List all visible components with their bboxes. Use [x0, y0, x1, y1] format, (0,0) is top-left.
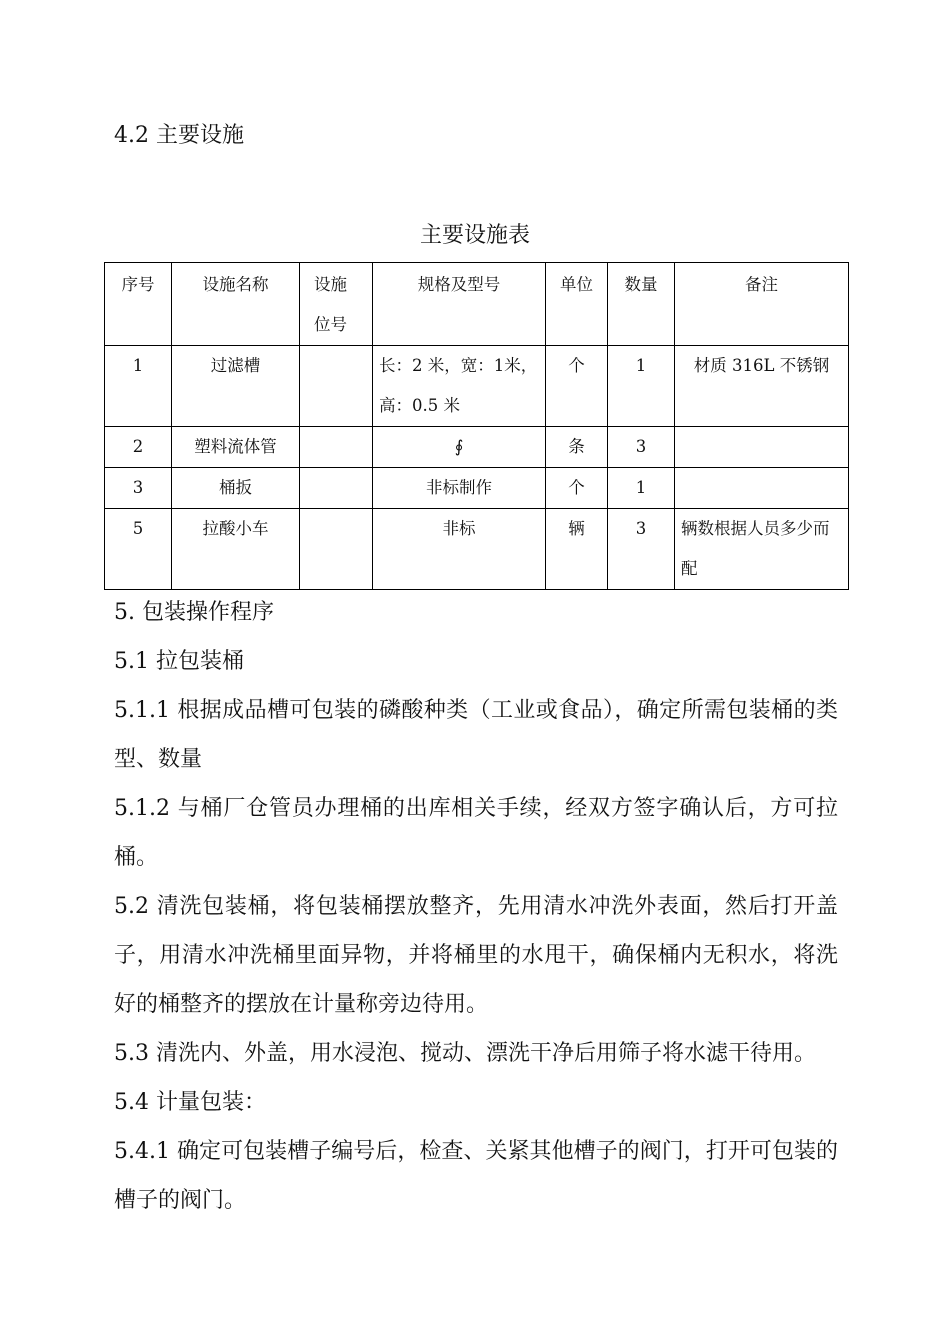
subsection-title: 5.4 计量包装： — [114, 1090, 266, 1115]
header-qty: 数量 — [608, 263, 675, 346]
cell-remark: 材质 316L 不锈钢 — [675, 346, 849, 427]
header-spec: 规格及型号 — [373, 263, 546, 346]
cell-no: 3 — [105, 468, 172, 509]
cell-spec: 长：2 米，宽：1米，高：0.5 米 — [373, 346, 546, 427]
table-row — [105, 346, 849, 427]
table-row — [105, 509, 849, 590]
cell-name: 过滤槽 — [172, 346, 300, 427]
cell-position — [300, 346, 373, 427]
header-remark: 备注 — [675, 263, 849, 346]
cell-qty: 3 — [608, 509, 675, 590]
header-position: 设施位号 — [300, 263, 373, 346]
cell-qty: 3 — [608, 427, 675, 468]
cell-remark — [675, 427, 849, 468]
cell-no: 5 — [105, 509, 172, 590]
table-row — [105, 468, 849, 509]
cell-unit: 辆 — [546, 509, 608, 590]
paragraph: 5.1.2 与桶厂仓管员办理桶的出库相关手续，经双方签字确认后，方可拉桶。 — [114, 796, 838, 870]
cell-spec: 非标 — [373, 509, 546, 590]
facilities-table — [104, 262, 849, 590]
cell-unit: 条 — [546, 427, 608, 468]
paragraph: 5.2 清洗包装桶，将包装桶摆放整齐，先用清水冲洗外表面，然后打开盖子，用清水冲洗桶里面异物，并将桶里的水甩干，确保桶内无积水，将洗好的桶整齐的摆放在计量称旁边待用。 — [114, 894, 838, 1017]
table-header-row — [105, 263, 849, 346]
paragraph: 5.3 清洗内、外盖，用水浸泡、搅动、漂洗干净后用筛子将水滤干待用。 — [114, 1041, 816, 1066]
header-no: 序号 — [105, 263, 172, 346]
cell-qty: 1 — [608, 468, 675, 509]
cell-spec: ∮ — [373, 427, 546, 468]
cell-name: 桶扳 — [172, 468, 300, 509]
paragraph: 5.1.1 根据成品槽可包装的磷酸种类（工业或食品），确定所需包装桶的类型、数量 — [114, 698, 838, 772]
header-name: 设施名称 — [172, 263, 300, 346]
cell-name: 拉酸小车 — [172, 509, 300, 590]
subsection-title: 5.1 拉包装桶 — [114, 649, 244, 674]
paragraph: 5.4.1 确定可包装槽子编号后，检查、关紧其他槽子的阀门，打开可包装的槽子的阀门。 — [114, 1139, 838, 1213]
cell-remark: 辆数根据人员多少而配 — [675, 509, 849, 590]
cell-remark — [675, 468, 849, 509]
cell-no: 1 — [105, 346, 172, 427]
section-heading: 4.2 主要设施 — [114, 123, 244, 148]
cell-name: 塑料流体管 — [172, 427, 300, 468]
cell-no: 2 — [105, 427, 172, 468]
header-unit: 单位 — [546, 263, 608, 346]
cell-position — [300, 509, 373, 590]
cell-spec: 非标制作 — [373, 468, 546, 509]
cell-position — [300, 468, 373, 509]
section-title: 5. 包装操作程序 — [114, 600, 274, 625]
table-title: 主要设施表 — [419, 223, 530, 248]
body-text — [114, 588, 838, 1225]
cell-unit: 个 — [546, 346, 608, 427]
cell-unit: 个 — [546, 468, 608, 509]
cell-position — [300, 427, 373, 468]
cell-qty: 1 — [608, 346, 675, 427]
table-row — [105, 427, 849, 468]
